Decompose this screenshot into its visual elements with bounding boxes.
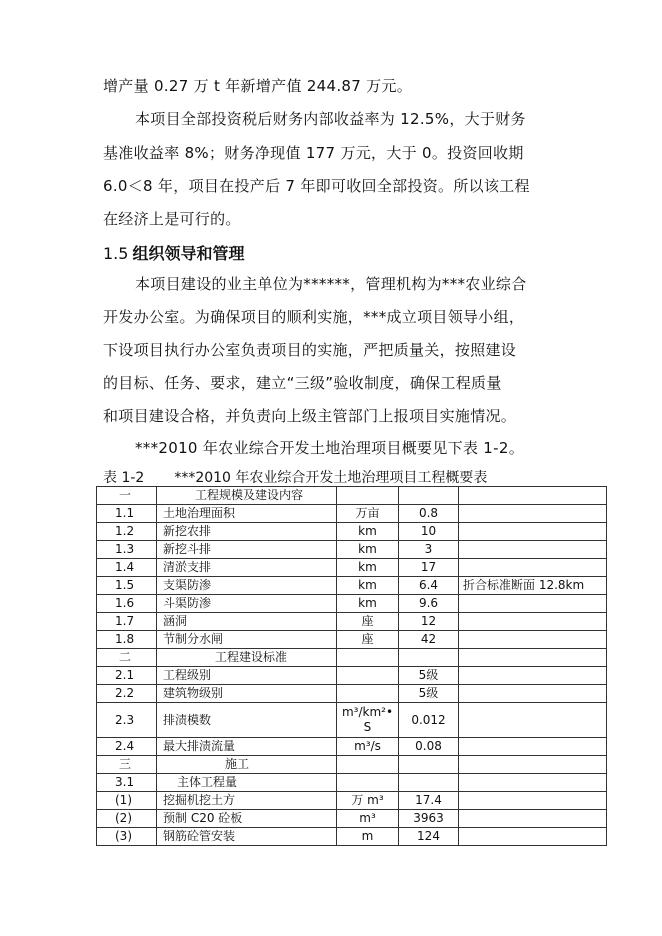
cell-note (459, 667, 607, 685)
cell-note (459, 613, 607, 631)
cell-number: 2.2 (97, 685, 157, 703)
project-summary-table (96, 486, 607, 846)
table-row (97, 685, 607, 703)
cell-note: 折合标准断面 12.8km (459, 577, 607, 595)
table-row (97, 505, 607, 523)
paragraph-line: 增产量 0.27 万 t 年新增产值 244.87 万元。 (103, 77, 413, 95)
table-row (97, 738, 607, 756)
cell-unit-part: m³/km²• (341, 704, 394, 719)
table-title: ***2010 年农业综合开发土地治理项目工程概要表 (174, 470, 488, 486)
table-row (97, 487, 607, 505)
table-row (97, 649, 607, 667)
cell-note (459, 738, 607, 756)
paragraph-line: 基准收益率 8%；财务净现值 177 万元，大于 0。投资回收期 (103, 144, 524, 162)
cell-note (459, 541, 607, 559)
cell-value: 17.4 (399, 792, 459, 810)
cell-value (399, 774, 459, 792)
cell-item: 工程建设标准 (157, 649, 337, 667)
table-row (97, 756, 607, 774)
cell-value: 0.8 (399, 505, 459, 523)
cell-value: 9.6 (399, 595, 459, 613)
cell-note (459, 595, 607, 613)
cell-unit: km (337, 595, 399, 613)
cell-number: 2.3 (97, 703, 157, 738)
cell-note (459, 559, 607, 577)
cell-item: 工程规模及建设内容 (157, 487, 337, 505)
cell-unit: m (337, 828, 399, 846)
cell-value: 42 (399, 631, 459, 649)
section-number: 1.5 (103, 244, 129, 263)
cell-value: 0.08 (399, 738, 459, 756)
cell-number: 3.1 (97, 774, 157, 792)
cell-value: 6.4 (399, 577, 459, 595)
table-label: 表 1-2 (103, 470, 145, 486)
cell-note (459, 828, 607, 846)
cell-number: 1.2 (97, 523, 157, 541)
cell-unit: km (337, 541, 399, 559)
cell-item: 支渠防渗 (157, 577, 337, 595)
paragraph-line: 和项目建设合格，并负责向上级主管部门上报项目实施情况。 (103, 407, 517, 425)
table-row (97, 613, 607, 631)
paragraph-line: 本项目建设的业主单位为******，管理机构为***农业综合 (135, 275, 527, 293)
table-row (97, 810, 607, 828)
cell-item: 排渍模数 (157, 703, 337, 738)
cell-unit: m³/s (337, 738, 399, 756)
cell-note (459, 505, 607, 523)
cell-note (459, 774, 607, 792)
cell-item: 挖掘机挖土方 (157, 792, 337, 810)
cell-value: 3 (399, 541, 459, 559)
cell-item: 建筑物级别 (157, 685, 337, 703)
cell-item: 最大排渍流量 (157, 738, 337, 756)
table-row (97, 631, 607, 649)
cell-unit (337, 774, 399, 792)
cell-note (459, 685, 607, 703)
paragraph-line: 下设项目执行办公室负责项目的实施，严把质量关，按照建设 (103, 341, 517, 359)
cell-unit (337, 685, 399, 703)
cell-unit (337, 667, 399, 685)
cell-value: 10 (399, 523, 459, 541)
cell-item: 新挖斗排 (157, 541, 337, 559)
paragraph-line: 开发办公室。为确保项目的顺利实施，***成立项目领导小组， (103, 308, 525, 326)
cell-item: 主体工程量 (157, 774, 337, 792)
cell-number: 2.4 (97, 738, 157, 756)
cell-number: 1.6 (97, 595, 157, 613)
cell-note (459, 649, 607, 667)
cell-value: 0.012 (399, 703, 459, 738)
cell-unit: 座 (337, 631, 399, 649)
cell-value (399, 756, 459, 774)
cell-unit: m³ (337, 810, 399, 828)
cell-number: (3) (97, 828, 157, 846)
cell-number: 三 (97, 756, 157, 774)
cell-note (459, 523, 607, 541)
paragraph-line: 本项目全部投资税后财务内部收益率为 12.5%，大于财务 (135, 110, 526, 128)
cell-number: (1) (97, 792, 157, 810)
cell-note (459, 792, 607, 810)
cell-number: 1.1 (97, 505, 157, 523)
cell-note (459, 703, 607, 738)
cell-note (459, 810, 607, 828)
table-row (97, 792, 607, 810)
cell-note (459, 487, 607, 505)
cell-value (399, 487, 459, 505)
cell-unit: km (337, 577, 399, 595)
cell-item: 工程级别 (157, 667, 337, 685)
paragraph-line: 的目标、任务、要求，建立“三级”验收制度，确保工程质量 (103, 374, 502, 392)
cell-item: 涵洞 (157, 613, 337, 631)
cell-unit-part: S (363, 719, 372, 734)
cell-item: 新挖农排 (157, 523, 337, 541)
cell-item: 节制分水闸 (157, 631, 337, 649)
table-row (97, 774, 607, 792)
cell-value: 5级 (399, 685, 459, 703)
cell-item: 土地治理面积 (157, 505, 337, 523)
cell-item: 斗渠防渗 (157, 595, 337, 613)
cell-number: 2.1 (97, 667, 157, 685)
cell-unit: 万亩 (337, 505, 399, 523)
cell-number: 1.3 (97, 541, 157, 559)
cell-value: 17 (399, 559, 459, 577)
paragraph-line: 6.0＜8 年，项目在投产后 7 年即可收回全部投资。所以该工程 (103, 177, 530, 195)
cell-unit (337, 487, 399, 505)
cell-number: 一 (97, 487, 157, 505)
cell-item: 钢筋砼管安装 (157, 828, 337, 846)
table-row (97, 667, 607, 685)
section-heading (103, 241, 244, 264)
cell-unit: 座 (337, 613, 399, 631)
table-row (97, 577, 607, 595)
paragraph-line: 在经济上是可行的。 (103, 210, 241, 228)
table-row (97, 523, 607, 541)
table-row (97, 828, 607, 846)
table-row (97, 703, 607, 738)
cell-value: 5级 (399, 667, 459, 685)
cell-unit (337, 703, 399, 738)
cell-unit: 万 m³ (337, 792, 399, 810)
cell-item: 预制 C20 砼板 (157, 810, 337, 828)
cell-item: 施工 (157, 756, 337, 774)
table-caption (103, 467, 487, 487)
cell-unit (337, 649, 399, 667)
cell-item: 清淤支排 (157, 559, 337, 577)
cell-value: 12 (399, 613, 459, 631)
cell-unit (337, 756, 399, 774)
cell-unit: km (337, 559, 399, 577)
cell-number: 1.7 (97, 613, 157, 631)
table-row (97, 559, 607, 577)
cell-value: 3963 (399, 810, 459, 828)
cell-value: 124 (399, 828, 459, 846)
cell-value (399, 649, 459, 667)
cell-number: 二 (97, 649, 157, 667)
cell-note (459, 756, 607, 774)
cell-number: (2) (97, 810, 157, 828)
paragraph-line: ***2010 年农业综合开发土地治理项目概要见下表 1-2。 (135, 439, 525, 457)
cell-unit: km (337, 523, 399, 541)
cell-note (459, 631, 607, 649)
table-row (97, 595, 607, 613)
cell-number: 1.5 (97, 577, 157, 595)
cell-number: 1.4 (97, 559, 157, 577)
cell-number: 1.8 (97, 631, 157, 649)
section-title: 组织领导和管理 (132, 244, 245, 263)
table-row (97, 541, 607, 559)
